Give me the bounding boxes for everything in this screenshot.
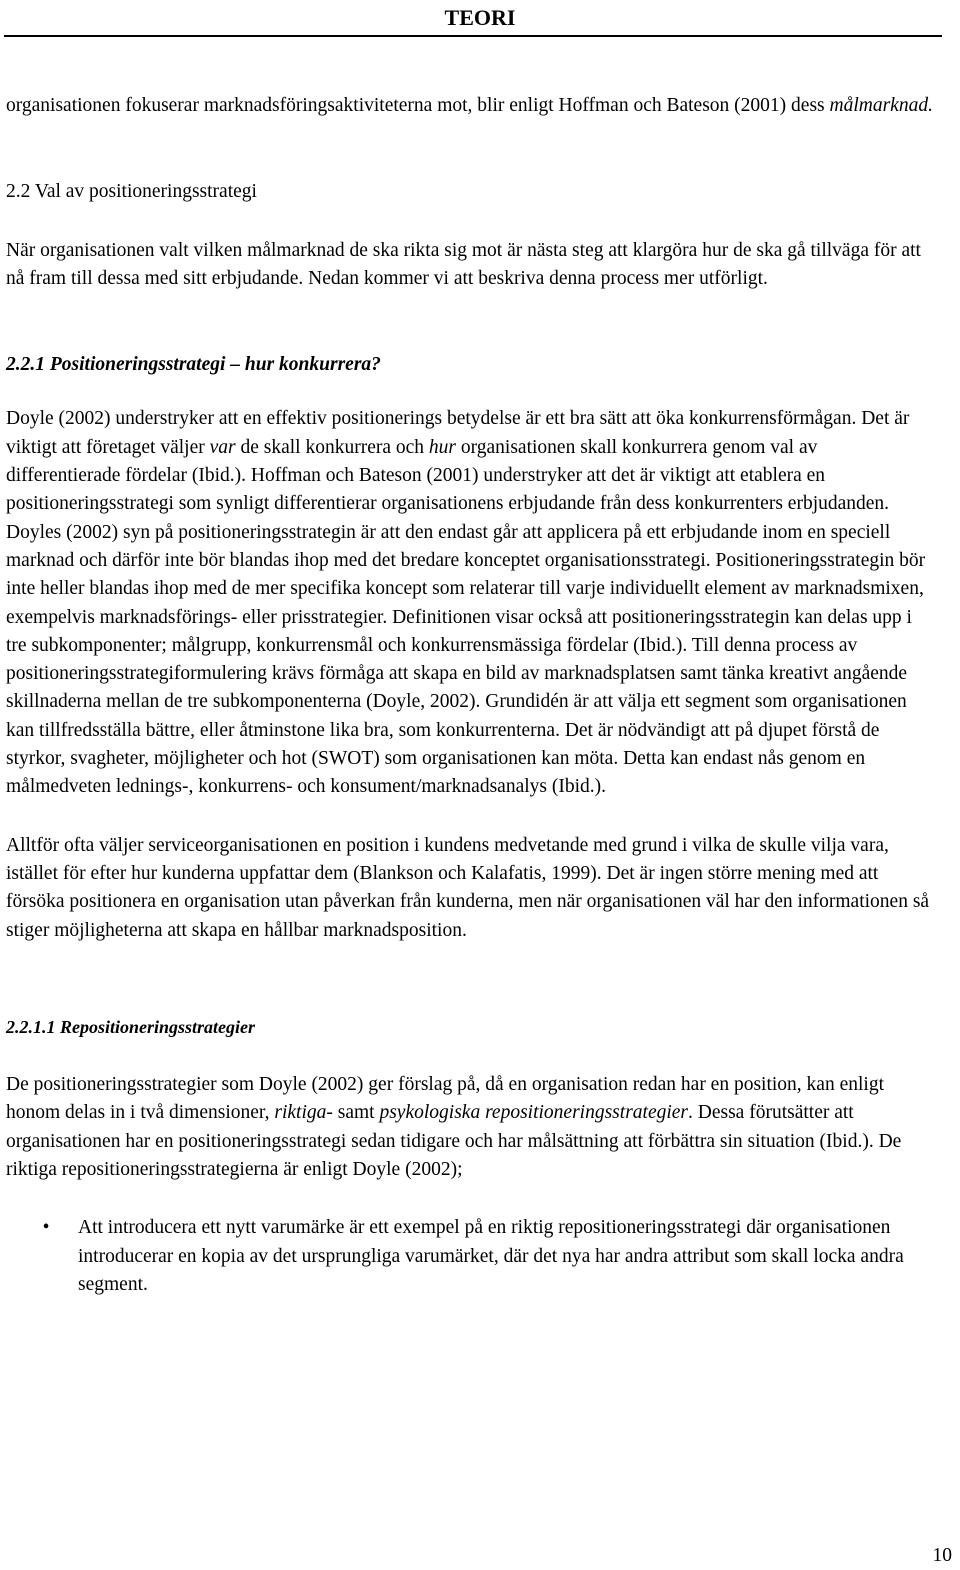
section-2-2-1-paragraph-2: Alltför ofta väljer serviceorganisationen en position i kundens medvetande med grund i vilka de skulle vilja vara, istället för efter hur kunderna uppfattar dem (Blankson och Kalafatis, 1999). Det är ingen större mening med att försöka positionera en organisation utan påverkan från kunderna, men när organisationen väl har den informationen så stiger möjligheterna att skapa en hållbar marknadsposition. [6, 834, 930, 941]
list-item [6, 1214, 936, 1299]
spacer [6, 379, 936, 405]
list-item-text: Att introducera ett nytt varumärke är ett exempel på en riktig repositioneringsstrategi där organisationen introducerar en kopia av det ursprungliga varumärket, där det nya har andra attribut som skall locka andra segment. [78, 1217, 904, 1295]
section-2-2-paragraph: När organisationen valt vilken målmarknad de ska rikta sig mot är nästa steg att klargöra hur de ska gå tillväga för att nå fram till dessa med sitt erbjudande. Nedan kommer vi att beskriva denna process mer utförligt. [6, 239, 921, 289]
paragraph-text: . Dessa förutsätter att organisationen har en positioneringsstrategi sedan tidigare och har målsättning att förbättra sin situation (Ibid.). De riktiga repositioneringsstrategierna är enligt Doyle (2002); [6, 1102, 902, 1181]
section-2-2-1-heading: 2.2.1 Positioneringsstrategi – hur konkurrera? [6, 354, 381, 376]
italic-term-psykologiska: psykologiska repositioneringsstrategier [379, 1102, 689, 1124]
spacer [6, 1041, 936, 1071]
spacer [6, 802, 936, 832]
intro-paragraph [6, 92, 936, 120]
header-title: TEORI [444, 5, 516, 30]
section-2-2-heading: 2.2 Val av positioneringsstrategi [6, 181, 257, 203]
bullet-icon: • [42, 1217, 50, 1239]
spacer [6, 1184, 936, 1214]
spacer [6, 207, 936, 237]
intro-italic-term: målmarknad. [829, 95, 933, 116]
paragraph-text: De positioneringsstrategier som Doyle (2002) ger förslag på, då en organisation redan har en position, kan enligt honom delas in i två dimensioner, [6, 1074, 884, 1124]
italic-term-var: var [209, 436, 236, 458]
italic-term-hur: hur [428, 436, 456, 458]
section-2-2-1-1-heading: 2.2.1.1 Repositioneringsstrategier [6, 1016, 256, 1037]
intro-text: organisationen fokuserar marknadsföringsaktiviteterna mot, blir enligt Hoffman och Bateson (2001) dess [6, 95, 830, 116]
paragraph-text: Doyle (2002) understryker att en effektiv positionerings betydelse är ett bra sätt att öka konkurrensförmågan. Det är viktigt att företaget väljer [6, 408, 910, 458]
header-divider [4, 35, 942, 37]
paragraph-text: - samt [326, 1102, 380, 1124]
section-2-2-1-paragraph-1 [6, 405, 936, 801]
italic-term-riktiga: riktiga [274, 1102, 327, 1124]
document-body [6, 92, 936, 1299]
spacer [6, 945, 936, 1013]
repositioning-strategy-list [6, 1214, 936, 1299]
paragraph-text: de skall konkurrera och [235, 436, 429, 458]
page-number: 10 [932, 1545, 952, 1566]
paragraph-text: organisationen skall konkurrera genom val av differentierade fördelar (Ibid.). Hoffman och Bateson (2001) understryker att det är viktigt att etablera en positioneringsstrategi som synligt differentierar organisationens erbjudande från dess konkurrenters erbjudanden. Doyles (2002) syn på positioneringsstrategin är att den endast går att applicera på ett erbjudande inom en speciell marknad och därför inte bör blandas ihop med det bredare konceptet organisationsstrategi. Positioneringsstrategin bör inte heller blandas ihop med de mer specifika koncept som relaterar till varje individuellt element av marknadsmixen, exempelvis marknadsförings- eller prisstrategier. Definitionen visar också att positioneringsstrategin kan delas upp i tre subkomponenter; målgrupp, konkurrensmål och konkurrensmässiga fördelar (Ibid.). Till denna process av positioneringsstrategiformulering krävs förmåga att skapa en bild av marknadsplatsen samt tänka kreativt angående skillnaderna mellan de tre subkomponenterna (Doyle, 2002). Grundidén är att välja ett segment som organisationen kan tillfredsställa bättre, eller åtminstone lika bra, som konkurrenterna. Det är nödvändigt att på djupet förstå de styrkor, svagheter, möjligheter och hot (SWOT) som organisationen kan möta. Detta kan endast nås genom en målmedveten lednings-, konkurrens- och konsument/marknadsanalys (Ibid.). [6, 436, 926, 798]
spacer [6, 120, 936, 178]
section-2-2-1-1-paragraph [6, 1071, 936, 1184]
spacer [6, 293, 936, 351]
